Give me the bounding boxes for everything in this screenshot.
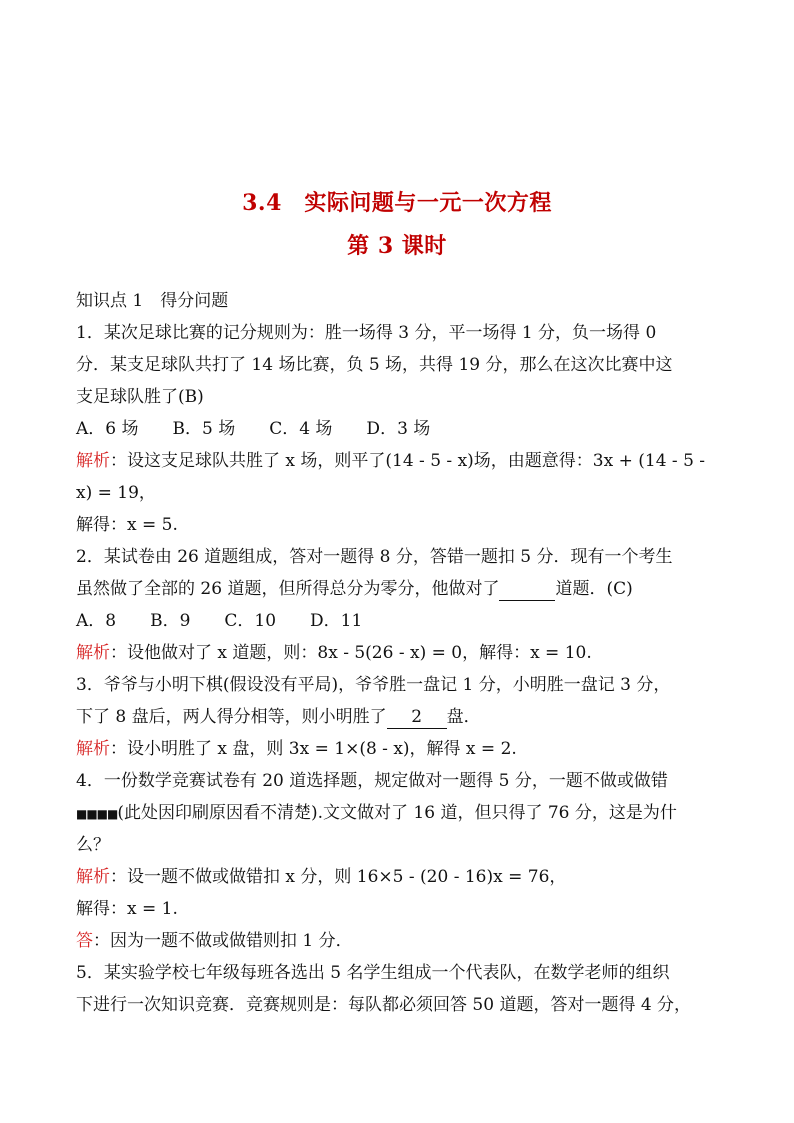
q3-line-2-post: 盘．: [446, 707, 481, 727]
q4-analysis: [76, 866, 726, 888]
q3-line-2-pre: 下了 8 盘后，两人得分相等，则小明胜了: [76, 707, 387, 727]
q2-line-2: [76, 578, 726, 601]
analysis-label: 解析: [76, 739, 110, 759]
analysis-label: 解析: [76, 643, 110, 663]
q4-line-2: [76, 802, 726, 825]
q1-line-3: 支足球队胜了(B): [76, 387, 204, 407]
page-title: 3.4 实际问题与一元一次方程: [242, 190, 552, 216]
q4-analysis-text: ：设一题不做或做错扣 x 分，则 16×5 - (20 - 16)x = 76，: [110, 867, 567, 887]
q4-line-3: 么？: [76, 835, 110, 855]
q1-solve: 解得：x = 5.: [76, 515, 178, 535]
q1-options: A．6 场 B．5 场 C．4 场 D．3 场: [76, 419, 431, 439]
analysis-label: 解析: [76, 867, 110, 887]
q4-answer-text: ：因为一题不做或做错则扣 1 分．: [93, 931, 353, 951]
q2-line-2-pre: 虽然做了全部的 26 道题，但所得总分为零分，他做对了: [76, 579, 500, 599]
q3-analysis: [76, 738, 726, 760]
q3-line-2: [76, 706, 726, 729]
q2-analysis-text: ：设他做对了 x 道题，则：8x - 5(26 - x) = 0，解得：x = 10.: [110, 643, 592, 663]
q1-analysis-text-2: x) = 19，: [76, 483, 156, 503]
q2-analysis: [76, 642, 726, 664]
q5-line-1: 5．某实验学校七年级每班各选出 5 名学生组成一个代表队，在数学老师的组织: [76, 963, 670, 983]
q3-answer-blank: 2: [387, 706, 447, 729]
q2-answer-blank: [499, 578, 555, 601]
answer-label: 答: [76, 931, 93, 951]
illegible-boxes: ■■■■: [76, 807, 118, 821]
analysis-label: 解析: [76, 451, 110, 471]
q1-analysis: [76, 450, 726, 472]
q1-analysis-text-1: ：设这支足球队共胜了 x 场，则平了(14 - 5 - x)场，由题意得：3x + (14 - 5 -: [110, 451, 706, 471]
q4-line-2-text: (此处因印刷原因看不清楚).文文做对了 16 道，但只得了 76 分，这是为什: [117, 803, 677, 823]
q4-line-1: 4．一份数学竞赛试卷有 20 道选择题，规定做对一题得 5 分，一题不做或做错: [76, 771, 668, 791]
q2-options: A．8 B．9 C．10 D．11: [76, 611, 363, 631]
q2-line-1: 2．某试卷由 26 道题组成，答对一题得 8 分，答错一题扣 5 分．现有一个考生: [76, 547, 673, 567]
q1-line-1: 1．某次足球比赛的记分规则为：胜一场得 3 分，平一场得 1 分，负一场得 0: [76, 323, 657, 343]
q4-answer: [76, 930, 726, 952]
q3-line-1: 3．爷爷与小明下棋(假设没有平局)，爷爷胜一盘记 1 分，小明胜一盘记 3 分，: [76, 675, 671, 695]
q1-line-2: 分．某支足球队共打了 14 场比赛，负 5 场，共得 19 分，那么在这次比赛中这: [76, 355, 673, 375]
q5-line-2: 下进行一次知识竞赛．竞赛规则是：每队都必须回答 50 道题，答对一题得 4 分，: [76, 995, 692, 1015]
q4-solve: 解得：x = 1.: [76, 899, 178, 919]
page-subtitle: 第 3 课时: [347, 233, 447, 259]
q3-analysis-text: ：设小明胜了 x 盘，则 3x = 1×(8 - x)，解得 x = 2.: [110, 739, 517, 759]
q2-line-2-post: 道题．(C): [555, 579, 633, 599]
section-heading: 知识点 1 得分问题: [76, 291, 229, 311]
